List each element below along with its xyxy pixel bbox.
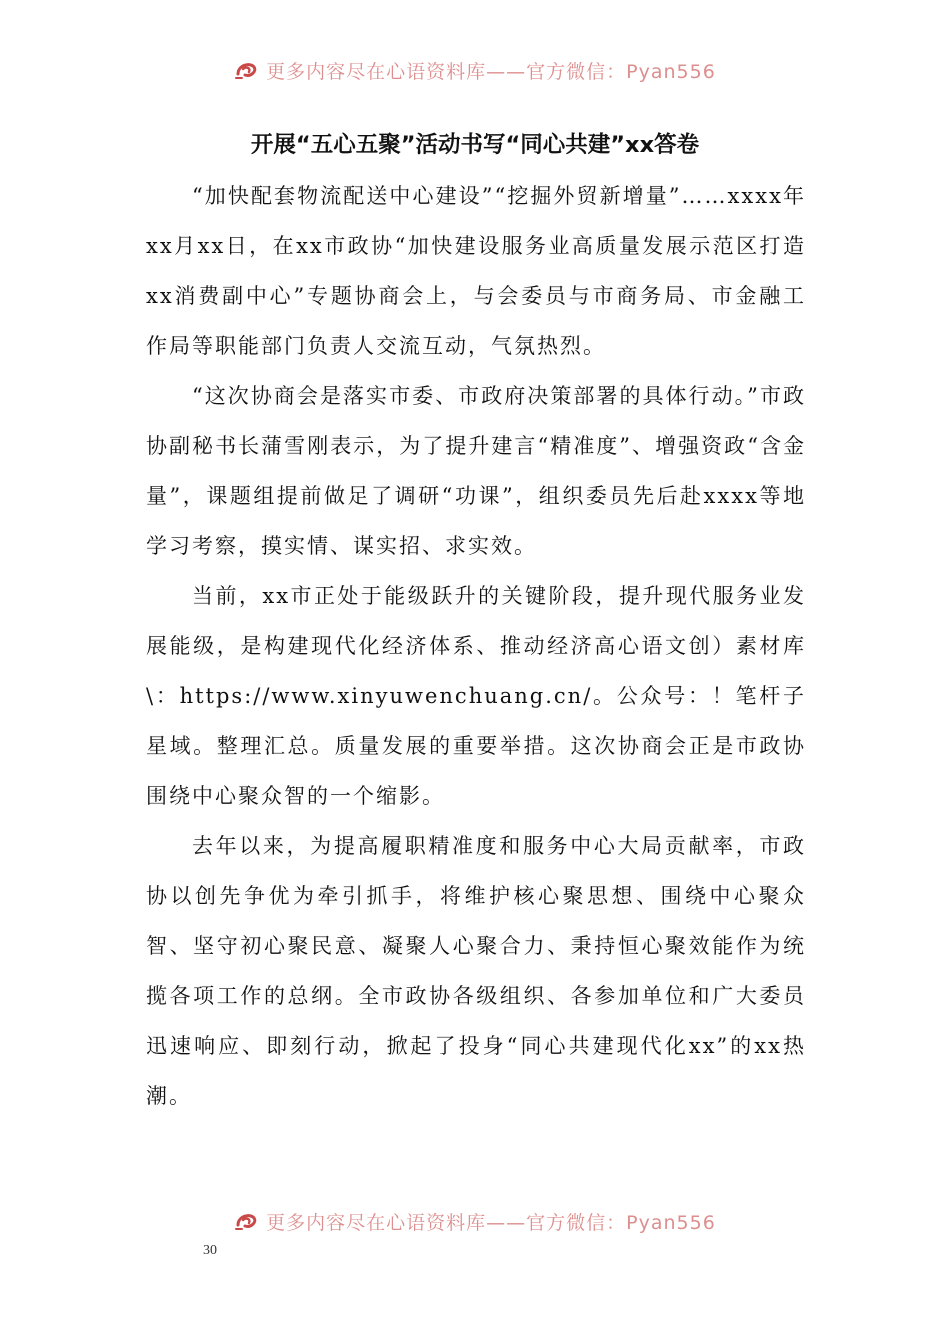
paragraph: 去年以来，为提高履职精准度和服务中心大局贡献率，市政协以创先争优为牵引抓手，将维护核心聚思想、围绕中心聚众智、坚守初心聚民意、凝聚人心聚合力、秉持恒心聚效能作为统揽各项工作的总纲。全市政协各级组织、各参加单位和广大委员迅速响应、即刻行动，掀起了投身“同心共建现代化xx”的xx热潮。 (146, 834, 806, 1108)
paragraph: “加快配套物流配送中心建设”“挖掘外贸新增量”……xxxx年xx月xx日，在xx市政协“加快建设服务业高质量发展示范区打造xx消费副中心”专题协商会上，与会委员与市商务局、市金融工作局等职能部门负责人交流互动，气氛热烈。 (146, 184, 806, 358)
watermark-text: 更多内容尽在心语资料库——官方微信：Pyan556 (266, 1211, 716, 1234)
footer-watermark (0, 1206, 950, 1236)
paragraph: 当前，xx市正处于能级跃升的关键阶段，提升现代服务业发展能级，是构建现代化经济体系、推动经济高心语文创）素材库\：https://www.xinyuwenchuang.cn/。公众号：！笔杆子星域。整理汇总。质量发展的重要举措。这次协商会正是市政协围绕中心聚众智的一个缩影。 (146, 584, 806, 808)
page-number: 30 (203, 1243, 217, 1258)
swirl-logo-icon (234, 1210, 260, 1232)
document-body (146, 171, 806, 1121)
paragraph: “这次协商会是落实市委、市政府决策部署的具体行动。”市政协副秘书长蒲雪刚表示，为了提升建言“精准度”、增强资政“含金量”，课题组提前做足了调研“功课”，组织委员先后赴xxxx等地学习考察，摸实情、谋实招、求实效。 (146, 384, 806, 558)
document-title: 开展“五心五聚”活动书写“同心共建”xx答卷 (250, 132, 700, 158)
header-watermark (0, 55, 950, 85)
swirl-logo-icon (234, 59, 260, 81)
watermark-text: 更多内容尽在心语资料库——官方微信：Pyan556 (266, 60, 716, 83)
